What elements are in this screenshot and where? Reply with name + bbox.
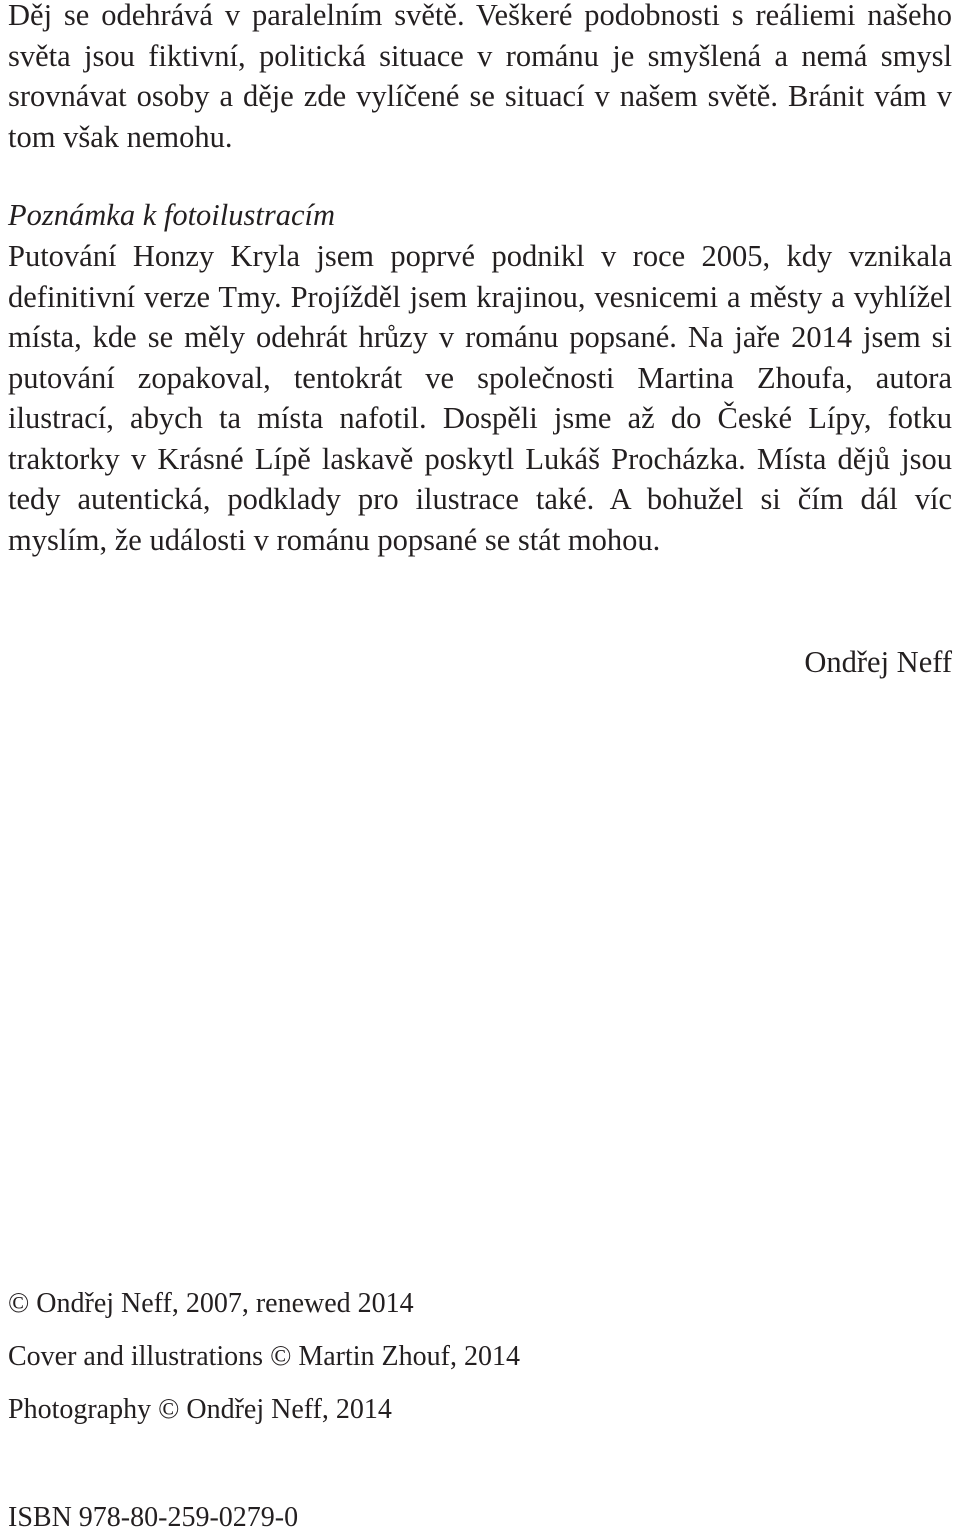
- note-heading: Poznámka k fotoilustracím: [8, 198, 335, 232]
- cover-credit-line: Cover and illustrations © Martin Zhouf, 2014: [8, 1341, 520, 1372]
- note-paragraph: Putování Honzy Kryla jsem poprvé podnikl v roce 2005, kdy vznikala definitivní verze Tmy. Projížděl jsem krajinou, vesnicemi a městy a vyhlížel místa, kde se měly odehrát hrůzy v románu popsané. Na jaře 2014 jsem si putování zopakoval, tentokrát ve společnosti Martina Zhoufa, autora ilustrací, abych ta místa nafotil. Dospěli jsme až do České Lípy, fotku traktorky v Krásné Lípě laskavě poskytl Lukáš Procházka. Místa dějů jsou tedy autentická, podklady pro ilustrace také. A bohužel si čím dál víc myslím, že události v románu popsané se stát mohou.: [8, 239, 952, 557]
- copyright-line: © Ondřej Neff, 2007, renewed 2014: [8, 1288, 414, 1319]
- intro-paragraph: Děj se odehrává v paralelním světě. Veškeré podobnosti s reáliemi našeho světa jsou fiktivní, politická situace v románu je smyšlená a nemá smysl srovnávat osoby a děje zde vylíčené se situací v našem světě. Bránit vám v tom však nemohu.: [8, 0, 952, 154]
- photography-credit-line: Photography © Ondřej Neff, 2014: [8, 1394, 392, 1425]
- isbn-line: ISBN 978-80-259-0279-0: [8, 1502, 299, 1533]
- author-signature: Ondřej Neff: [804, 645, 952, 679]
